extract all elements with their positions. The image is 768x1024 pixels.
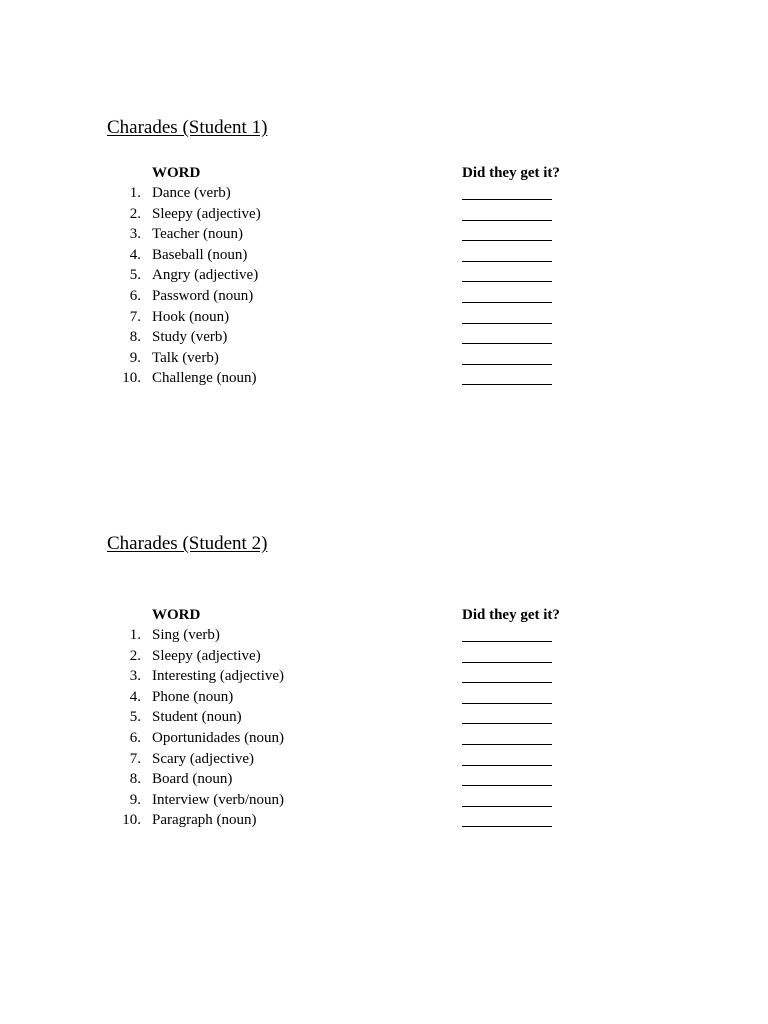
item-number: 3. [129,226,141,243]
word-column-header: WORD [152,165,201,181]
table-row [107,183,667,204]
answer-blank-line[interactable] [462,302,552,303]
table-row [107,810,667,831]
item-word: Sing (verb) [152,627,220,643]
table-row [107,646,667,667]
answer-blank-line[interactable] [462,662,552,663]
answer-blank-line[interactable] [462,765,552,766]
item-word: Sleepy (adjective) [152,205,261,222]
table-row [107,790,667,811]
answer-blank-line[interactable] [462,806,552,807]
table-row [107,368,667,389]
table-header [107,605,667,625]
item-word: Baseball (noun) [152,246,248,263]
table-row [107,707,667,728]
got-it-column-header: Did they get it? [462,607,560,623]
item-word: Interview (verb/noun) [152,791,285,808]
item-word: Interesting (adjective) [152,668,285,685]
item-number: 6. [129,729,141,746]
item-number: 1. [129,185,141,201]
table-row [107,769,667,790]
item-word: Paragraph (noun) [152,812,257,829]
item-word: Angry (adjective) [152,267,259,284]
answer-blank-line[interactable] [462,220,552,221]
table-row [107,307,667,328]
item-number: 6. [129,287,141,304]
table-row [107,749,667,770]
answer-blank-line[interactable] [462,343,552,344]
item-number: 9. [129,791,141,808]
item-number: 10. [122,812,141,829]
item-number: 5. [129,267,141,284]
table-row [107,286,667,307]
item-word: Student (noun) [152,709,242,726]
charades-section-student-1 [107,116,667,389]
item-number: 2. [129,205,141,222]
charades-section-student-2 [107,532,667,831]
item-number: 7. [129,750,141,767]
answer-blank-line[interactable] [462,641,552,642]
answer-blank-line[interactable] [462,384,552,385]
section-title: Charades (Student 1) [107,117,268,138]
table-row [107,245,667,266]
answer-blank-line[interactable] [462,744,552,745]
answer-blank-line[interactable] [462,261,552,262]
item-word: Talk (verb) [152,349,219,366]
answer-blank-line[interactable] [462,723,552,724]
table-row [107,348,667,369]
item-number: 2. [129,647,141,664]
answer-blank-line[interactable] [462,323,552,324]
item-number: 9. [129,349,141,366]
item-number: 3. [129,668,141,685]
word-column-header: WORD [152,607,201,623]
item-number: 4. [129,246,141,263]
item-number: 5. [129,709,141,726]
table-row [107,224,667,245]
answer-blank-line[interactable] [462,682,552,683]
item-word: Study (verb) [152,329,228,346]
answer-blank-line[interactable] [462,199,552,200]
item-word: Password (noun) [152,287,254,304]
answer-blank-line[interactable] [462,240,552,241]
word-table [107,605,667,831]
item-number: 4. [129,688,141,705]
item-number: 8. [129,771,141,788]
item-word: Hook (noun) [152,308,230,325]
item-number: 8. [129,329,141,346]
table-row [107,625,667,646]
table-row [107,327,667,348]
item-number: 10. [122,370,141,387]
answer-blank-line[interactable] [462,826,552,827]
table-header [107,163,667,183]
table-row [107,265,667,286]
item-word: Oportunidades (noun) [152,729,285,746]
table-row [107,204,667,225]
table-row [107,728,667,749]
item-word: Board (noun) [152,771,233,788]
word-table [107,163,667,389]
got-it-column-header: Did they get it? [462,165,560,181]
item-word: Dance (verb) [152,185,231,201]
section-title: Charades (Student 2) [107,533,268,554]
answer-blank-line[interactable] [462,281,552,282]
answer-blank-line[interactable] [462,785,552,786]
answer-blank-line[interactable] [462,703,552,704]
item-number: 7. [129,308,141,325]
item-number: 1. [129,627,141,643]
item-word: Sleepy (adjective) [152,647,261,664]
item-word: Scary (adjective) [152,750,255,767]
answer-blank-line[interactable] [462,364,552,365]
item-word: Teacher (noun) [152,226,243,243]
item-word: Challenge (noun) [152,370,257,387]
table-row [107,666,667,687]
item-word: Phone (noun) [152,688,234,705]
table-row [107,687,667,708]
